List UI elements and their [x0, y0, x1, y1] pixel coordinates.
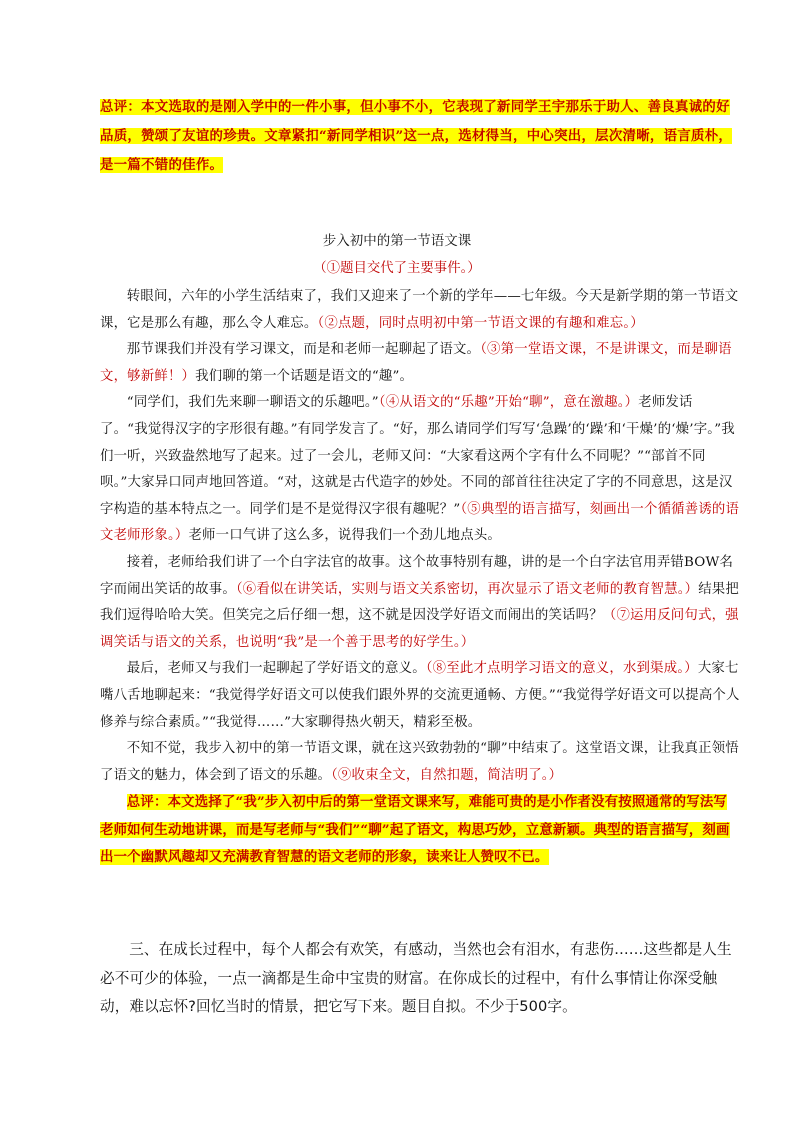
annotation-9: （⑨收束全文，自然扣题，简洁明了。）: [331, 767, 563, 783]
paragraph-text: 不知不觉，我步入初中的第一节语文课，就在这兴致勃勃的“聊”中结束了。这堂语文课，让我真正领悟了语文的魅力，体会到了语文的乐趣。: [100, 741, 739, 783]
annotation-6: （⑥看似在讲笑话，实则与语文关系密切，再次显示了语文老师的教育智慧。）: [235, 581, 699, 597]
essay-title: 步入初中的第一节语文课: [322, 233, 472, 249]
annotation-5: （⑤典型的语言描写，刻画出一个循循善诱的语文老师形象。）: [100, 501, 740, 544]
paragraph-text: 老师一口气讲了这么多，说得我们一个劲儿地点头。: [188, 528, 502, 544]
annotation-3: （③第一堂语文课，不是讲课文，而是聊语文，够新鲜！）: [100, 342, 732, 384]
essay-body: [100, 284, 740, 872]
paragraph-text: 接着，老师给我们讲了一个白字法官的故事。这个故事特别有趣，讲的是一个白字法官用弄错BOW名字而闹出笑话的故事。: [100, 554, 734, 597]
paragraph-text: “同学们，我们先来聊一聊语文的乐趣吧。”: [126, 395, 379, 411]
paragraph-2: [100, 337, 740, 390]
annotation-4: （④从语文的“乐趣”开始“聊”，意在激趣。）: [378, 395, 639, 411]
annotation-2: （②点题，同时点明初中第一节语文课的有趣和难忘。）: [317, 315, 644, 331]
paragraph-6: [100, 736, 740, 789]
summary-comment-1: [100, 93, 740, 180]
annotation-7: （⑦运用反问句式，强调笑话与语文的关系，也说明“我”是一个善于思考的好学生。）: [100, 608, 739, 650]
paragraph-text: 结果把我们逗得哈哈大笑。但笑完之后仔细一想，这不就是因没学好语文而闹出的笑话吗？: [100, 581, 739, 624]
annotation-8: （⑧至此才点明学习语文的意义，水到渠成。）: [425, 661, 698, 677]
paragraph-4: [100, 550, 740, 656]
paragraph-3: [100, 390, 740, 550]
summary-2-text: 总评：本文选择了“我”步入初中后的第一堂语文课来写，难能可贵的是小作者没有按照通常的写法写老师如何生动地讲课，而是写老师与“我们”“聊”起了语文，构思巧妙，立意新颖。典型的语言描写，刻画出一个幽默风趣却又充满教育智慧的语文老师的形象，读来让人赞叹不已。: [100, 794, 730, 866]
summary-1-text: 总评：本文选取的是刚入学中的一件小事，但小事不小，它表现了新同学王宇那乐于助人、善良真诚的好品质，赞颂了友谊的珍贵。文章紧扣“新同学相识”这一点，选材得当，中心突出，层次清晰，语言质朴，是一篇不错的佳作。: [100, 99, 733, 173]
summary-comment-2: [100, 789, 740, 872]
paragraph-text: 那节课我们并没有学习课文，而是和老师一起聊起了语文。: [126, 342, 481, 358]
paragraph-text: 最后，老师又与我们一起聊起了学好语文的意义。: [126, 661, 426, 677]
paragraph-text: 我们聊的第一个话题是语文的“趣”。: [195, 368, 414, 384]
paragraph-1: [100, 284, 740, 337]
paragraph-text: 大家七嘴八舌地聊起来：“我觉得学好语文可以使我们跟外界的交流更通畅、方便。”“我觉得学好语文可以提高个人修养与综合素质。”“我觉得……”大家聊得热火朝天，精彩至极。: [100, 661, 740, 730]
title-annotation: （①题目交代了主要事件。）: [313, 261, 481, 276]
paragraph-5: [100, 656, 740, 736]
paragraph-text: 老师发话了。“我觉得汉字的字形很有趣。”有同学发言了。“好，那么请同学们写写‘急躁’的‘躁’和‘干燥’的‘燥’字。”我们一听，兴致盎然地写了起来。过了一会儿，老师又问：“大家看这两个字有什么不同呢？”“部首不同呗。”大家异口同声地回答道。“对，这就是古代造字的妙处。不同的部首往往决定了字的不同意思，这是汉字构造的基本特点之一。同学们是不是觉得汉字很有趣呢？”: [100, 395, 735, 517]
writing-prompt: 三、在成长过程中，每个人都会有欢笑，有感动，当然也会有泪水，有悲伤……这些都是人生必不可少的体验，一点一滴都是生命中宝贵的财富。在你成长的过程中，有什么事情让你深受触动，难以忘怀?回忆当时的情景，把它写下来。题目自拟。不少于500字。: [100, 941, 732, 1015]
paragraph-text: 转眼间，六年的小学生活结束了，我们又迎来了一个新的学年——七年级。今天是新学期的第一节语文课，它是那么有趣，那么令人难忘。: [100, 289, 739, 331]
